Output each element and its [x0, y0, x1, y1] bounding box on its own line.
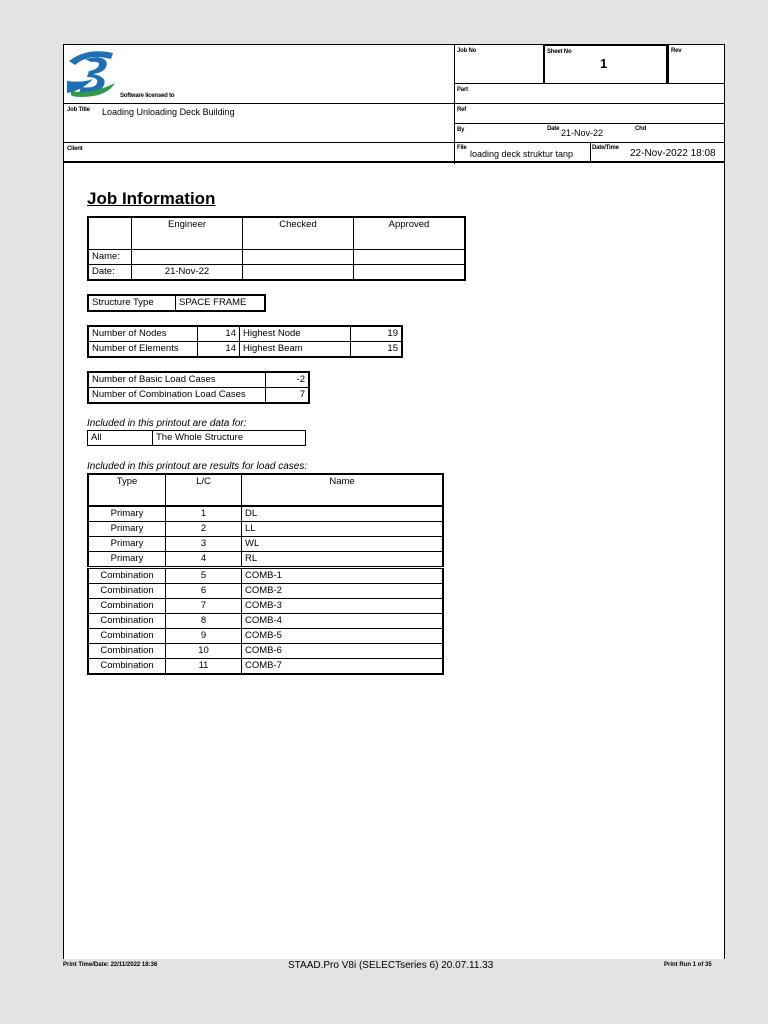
lc-type-cell: Combination [88, 614, 166, 629]
header-divider [590, 142, 591, 162]
included-data-table [87, 430, 306, 446]
included-data-caption: Included in this printout are data for: [87, 418, 247, 429]
lc-number-cell: 6 [166, 584, 242, 599]
included-all: All [88, 431, 153, 446]
lc-name-cell: COMB-1 [242, 568, 444, 584]
header-rule [454, 123, 724, 124]
lc-name-cell: RL [242, 552, 444, 568]
table-row [88, 522, 443, 537]
engineer-date: 21-Nov-22 [132, 264, 243, 280]
table-row [88, 537, 443, 552]
structure-type-value: SPACE FRAME [176, 295, 266, 311]
chd-label: Chd [635, 126, 647, 132]
datetime-label: Date/Time [592, 145, 619, 151]
lc-number-cell: 11 [166, 659, 242, 675]
load-cases-caption: Included in this printout are results for load cases: [87, 461, 308, 472]
basic-load-value: -2 [266, 372, 310, 388]
highest-node-label: Highest Node [240, 326, 351, 342]
print-time-footer: Print Time/Date: 22/11/2022 18:36 [63, 962, 158, 968]
lc-name-cell: COMB-2 [242, 584, 444, 599]
engineer-header: Engineer [132, 217, 243, 249]
date-label: Date [547, 126, 560, 132]
type-header: Type [88, 474, 166, 506]
report-page [63, 44, 725, 959]
file-label: File [457, 145, 467, 151]
load-counts-table [87, 371, 310, 404]
lc-number-cell: 3 [166, 537, 242, 552]
lc-name-cell: COMB-6 [242, 644, 444, 659]
lc-number-cell: 8 [166, 614, 242, 629]
lc-name-cell: COMB-4 [242, 614, 444, 629]
lc-type-cell: Combination [88, 629, 166, 644]
lc-type-cell: Combination [88, 659, 166, 675]
by-label: By [457, 127, 465, 133]
table-row [88, 599, 443, 614]
combo-load-label: Number of Combination Load Cases [88, 388, 266, 404]
bentley-logo-icon [67, 47, 117, 99]
table-row [88, 584, 443, 599]
date-row-label: Date: [88, 264, 132, 280]
lc-number-cell: 1 [166, 506, 242, 522]
counts-table [87, 325, 403, 358]
lc-type-cell: Primary [88, 506, 166, 522]
ref-label: Ref [457, 107, 467, 113]
nodes-value: 14 [198, 326, 240, 342]
combo-load-value: 7 [266, 388, 310, 404]
table-row [88, 629, 443, 644]
checked-header: Checked [243, 217, 354, 249]
lc-type-cell: Combination [88, 644, 166, 659]
table-row [88, 506, 443, 522]
structure-type-label: Structure Type [88, 295, 176, 311]
lc-number-cell: 9 [166, 629, 242, 644]
highest-node-value: 19 [351, 326, 403, 342]
file-value: loading deck struktur tanp [470, 149, 574, 159]
lc-type-cell: Primary [88, 522, 166, 537]
part-label: Part [457, 87, 468, 93]
highest-beam-value: 15 [351, 342, 403, 358]
elements-value: 14 [198, 342, 240, 358]
lc-number-cell: 4 [166, 552, 242, 568]
table-row [88, 659, 443, 675]
rev-label: Rev [671, 48, 682, 54]
lc-name-cell: COMB-7 [242, 659, 444, 675]
job-title-value: Loading Unloading Deck Building [102, 107, 235, 117]
name-header: Name [242, 474, 444, 506]
approved-header: Approved [354, 217, 466, 249]
table-row [88, 614, 443, 629]
job-no-label: Job No [457, 48, 477, 54]
lc-number-cell: 7 [166, 599, 242, 614]
lc-type-cell: Combination [88, 568, 166, 584]
page-title: Job Information [87, 189, 216, 208]
lc-name-cell: LL [242, 522, 444, 537]
header-divider [454, 44, 455, 164]
lc-number-cell: 5 [166, 568, 242, 584]
job-title-label: Job Title [67, 107, 90, 113]
table-row [88, 568, 443, 584]
nodes-label: Number of Nodes [88, 326, 198, 342]
basic-load-label: Number of Basic Load Cases [88, 372, 266, 388]
lc-name-cell: COMB-3 [242, 599, 444, 614]
header-rule [64, 142, 724, 143]
lc-type-cell: Primary [88, 552, 166, 568]
lc-name-cell: WL [242, 537, 444, 552]
datetime-value: 22-Nov-2022 18:08 [630, 148, 716, 159]
lc-number-cell: 2 [166, 522, 242, 537]
lc-name-cell: COMB-5 [242, 629, 444, 644]
table-row [88, 552, 443, 568]
header-rule [64, 103, 724, 104]
included-whole: The Whole Structure [153, 431, 306, 446]
sheet-no-value: 1 [600, 56, 608, 71]
lc-type-cell: Primary [88, 537, 166, 552]
highest-beam-label: Highest Beam [240, 342, 351, 358]
version-footer: STAAD.Pro V8i (SELECTseries 6) 20.07.11.33 [288, 960, 494, 971]
table-row [88, 644, 443, 659]
structure-type-table [87, 294, 266, 312]
print-run-footer: Print Run 1 of 35 [664, 962, 712, 968]
lc-number-cell: 10 [166, 644, 242, 659]
job-info-table [87, 216, 466, 281]
lc-name-cell: DL [242, 506, 444, 522]
name-row-label: Name: [88, 249, 132, 264]
client-label: Client [67, 146, 83, 152]
elements-label: Number of Elements [88, 342, 198, 358]
header-bottom-border [64, 161, 724, 163]
load-cases-table [87, 473, 444, 675]
sheet-no-label: Sheet No [547, 49, 572, 55]
lc-type-cell: Combination [88, 599, 166, 614]
lc-header: L/C [166, 474, 242, 506]
lc-type-cell: Combination [88, 584, 166, 599]
date-value: 21-Nov-22 [561, 128, 604, 138]
software-licensed-label: Software licensed to [120, 93, 175, 99]
